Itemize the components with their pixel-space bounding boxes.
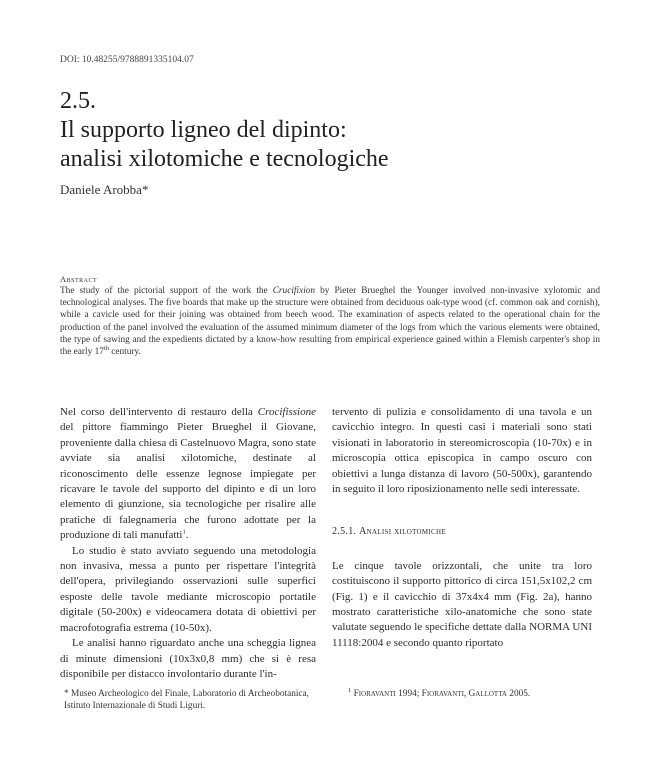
abstract-text-part: The study of the pictorial support of the work the	[60, 286, 273, 296]
abstract-text	[60, 285, 600, 358]
author-affiliation-note: * Museo Archeologico del Finale, Laboratorio di Archeobotanica, Istituto Internazionale di Studi Liguri.	[64, 689, 310, 711]
body-paragraph	[60, 405, 316, 544]
footnote-marker: 1	[182, 528, 186, 536]
section-number: 2.5.1.	[332, 526, 360, 538]
body-text: del pittore fiammingo Pieter Brueghel il Giovane, proveniente dalla chiesa di Castelnuovo Magra, sono state avviate sia analisi xilotomiche, destinate al riconoscimento delle essenze legnose impiegate per ricavare le tavole del supporto del dipinto e di un loro elemento di giunzione, sia tecnologiche per risalire alle pratiche di falegnameria che furono adottate per la produzione di tali manufatti	[60, 421, 316, 542]
author-name: Daniele Arobba*	[60, 182, 149, 197]
body-text: Nel corso dell'intervento di restauro della	[60, 406, 258, 418]
body-column-right	[332, 405, 592, 651]
body-text: .	[185, 529, 189, 542]
abstract-heading: Abstract	[60, 274, 98, 284]
body-paragraph: Lo studio è stato avviato seguendo una metodologia non invasiva, messa a punto per rispettare l'integrità dell'opera, privilegiando osservazioni sulle superfici esposte delle tavole mediante microscopio portatile digitale (50-200x) e videocamera dotata di obiettivi per macrofotografia estrema (10-50x).	[60, 544, 316, 634]
body-paragraph: Le analisi hanno riguardato anche una scheggia lignea di minute dimensioni (10x3x0,8 mm) che si è resa disponibile per distacco involontario durante l'in-	[60, 637, 316, 680]
body-column-left	[60, 405, 316, 682]
abstract-text-part: century.	[108, 347, 141, 358]
chapter-number: 2.5.	[60, 88, 96, 114]
chapter-title-line-1: Il supporto ligneo del dipinto:	[60, 117, 347, 143]
section-heading	[332, 524, 592, 539]
chapter-title-line-2: analisi xilotomiche e tecnologiche	[60, 146, 389, 172]
body-paragraph: tervento di pulizia e consolidamento di una tavola e un cavicchio integro. In questi casi i materiali sono stati visionati in laboratorio in stereomicroscopia (10-70x) e in microscopia ottica episcopica in campo oscuro con obiettivi a lunga distanza di lavoro (50-500x), garantendo in seguito il loro riposizionamento nelle sedi interessate.	[332, 406, 592, 496]
body-paragraph: Le cinque tavole orizzontali, che unite tra loro costituiscono il supporto pittorico di circa 151,5x102,2 cm (Fig. 1) e il cavicchio di 37x4x4 mm (Fig. 2a), hanno mostrato caratteristiche xilo-anatomiche che sono state valutate seguendo le specifiche dettate dalla NORMA UNI 11118:2004 e secondo quanto riportato	[332, 559, 592, 649]
doi-line: DOI: 10.48255/9788891335104.07	[60, 55, 194, 65]
abstract-text-part: by Pieter Brueghel the Younger involved non-invasive xylotomic and technological analyses. The five boards that make up the structure were obtained from deciduous oak-type wood (cf. common oak and cornish), while a cavicle used for their joining was obtained from beech wood. The examination of aspects related to the operational chain for the production of the panel involved the evaluation of the assumed minimum diameter of the logs from which the various elements were obtained, the type of sawing and the expedients dictated by a know-how resulting from empirical experience gained within a Flemish carpenter's shop in the early 17	[60, 286, 600, 358]
abstract	[60, 274, 600, 358]
section-title: Analisi xilotomiche	[359, 526, 446, 538]
artwork-title: Crocifissione	[257, 406, 316, 418]
footnote-text: Fioravanti 1994; Fioravanti, Gallotta 2005.	[353, 689, 531, 699]
chapter-title	[60, 116, 600, 174]
footnote-1	[348, 688, 608, 700]
abstract-superscript: th	[103, 344, 109, 352]
footnote-number: 1	[348, 686, 352, 694]
abstract-work-title: Crucifixion	[272, 286, 316, 296]
